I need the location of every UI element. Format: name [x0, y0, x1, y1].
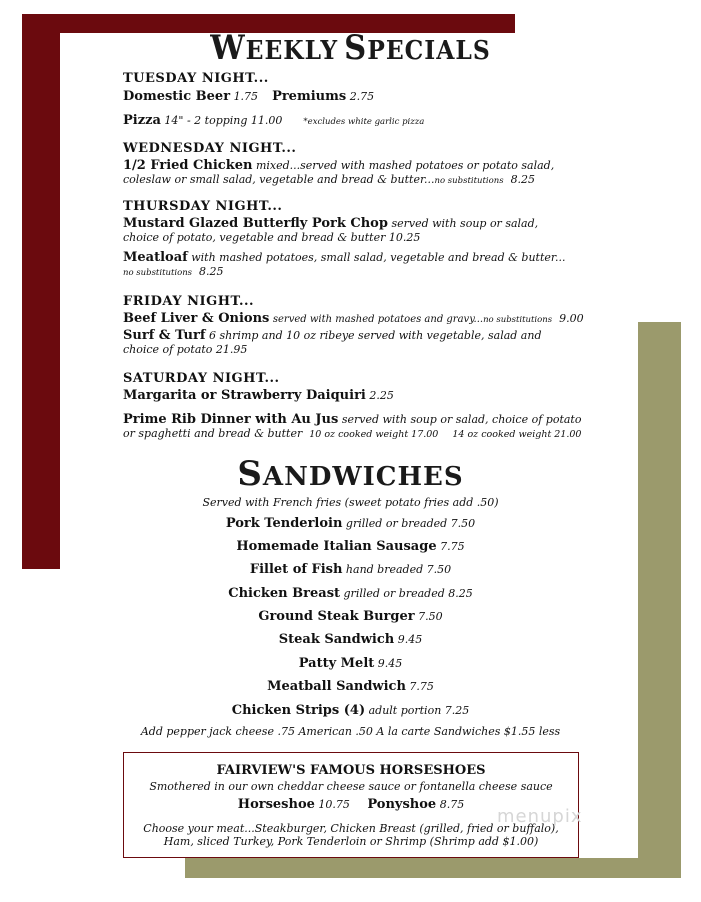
sandwich-desc: adult portion 7.25	[368, 704, 470, 717]
ponyshoe-label: Ponyshoe	[367, 797, 437, 812]
sandwich-desc: 7.50	[418, 610, 443, 623]
sandwich-name: Chicken Strips (4)	[231, 703, 366, 718]
sandwiches-intro: Served with French fries (sweet potato fries add .50)	[202, 496, 499, 509]
surf-turf-label: Surf & Turf	[123, 328, 206, 343]
beef-liver-desc: served with mashed potatoes and gravy...	[272, 314, 484, 325]
meatloaf-desc: with mashed potatoes, small salad, vegetable and bread & butter...	[191, 251, 566, 264]
sandwich-desc: 9.45	[397, 633, 423, 646]
sandwich-desc: 7.75	[440, 540, 465, 553]
sandwich-name: Homemade Italian Sausage	[236, 539, 437, 554]
margarita-label: Margarita or Strawberry Daiquiri	[123, 388, 366, 403]
prime-rib-price-10oz: 10 oz cooked weight 17.00	[309, 429, 439, 440]
sandwich-desc: grilled or breaded 7.50	[345, 517, 476, 530]
friday-section	[123, 295, 603, 357]
prime-rib-price-14oz: 14 oz cooked weight 21.00	[452, 429, 582, 440]
sandwich-item	[0, 516, 701, 531]
sandwich-desc: 7.75	[409, 680, 434, 693]
sandwich-name: Pork Tenderloin	[225, 516, 343, 531]
sandwich-item	[0, 656, 701, 671]
menupix-watermark: menupix	[497, 806, 583, 827]
sandwich-item	[0, 703, 701, 718]
beef-liver-price: 9.00	[559, 312, 584, 325]
sandwich-item	[0, 586, 701, 601]
pizza-note: *excludes white garlic pizza	[303, 117, 425, 127]
sandwich-desc: grilled or breaded 8.25	[343, 587, 473, 600]
sandwich-item	[0, 539, 701, 554]
prime-rib-label: Prime Rib Dinner with Au Jus	[123, 412, 339, 427]
sandwich-addons: Add pepper jack cheese .75 American .50 A la carte Sandwiches $1.55 less	[140, 725, 561, 738]
beef-liver-note: no substitutions	[483, 315, 553, 325]
sandwich-name: Fillet of Fish	[249, 562, 343, 577]
horseshoes-meat2: Ham, sliced Turkey, Pork Tenderloin or Shrimp (Shrimp add $1.00)	[163, 835, 539, 848]
horseshoes-box	[123, 752, 579, 858]
fried-chicken-note: no substitutions	[434, 176, 504, 186]
horseshoe-label: Horseshoe	[237, 797, 315, 812]
saturday-heading: SATURDAY NIGHT...	[123, 371, 280, 386]
meatloaf-label: Meatloaf	[123, 250, 188, 265]
pork-chop-label: Mustard Glazed Butterfly Pork Chop	[123, 216, 388, 231]
wednesday-heading: WEDNESDAY NIGHT...	[123, 141, 297, 156]
sandwich-item	[0, 632, 701, 647]
fried-chicken-desc2: coleslaw or small salad, vegetable and bread & butter...	[123, 173, 435, 186]
thursday-heading: THURSDAY NIGHT...	[123, 199, 283, 214]
sandwich-name: Meatball Sandwich	[267, 679, 406, 694]
pork-chop-desc: served with soup or salad,	[391, 217, 539, 230]
tuesday-heading: TUESDAY NIGHT...	[123, 71, 269, 86]
friday-heading: FRIDAY NIGHT...	[123, 294, 255, 309]
premiums-price: 2.75	[349, 90, 375, 103]
fried-chicken-price: 8.25	[510, 173, 536, 186]
sandwich-item	[0, 609, 701, 624]
wednesday-section	[123, 142, 603, 188]
sandwich-name: Patty Melt	[298, 656, 375, 671]
pizza-desc: 14" - 2 topping 11.00	[164, 114, 283, 127]
horseshoes-meat1: Choose your meat...Steakburger, Chicken Breast (grilled, fried or buffalo),	[143, 822, 559, 835]
sandwich-desc: hand breaded 7.50	[345, 563, 452, 576]
pork-chop-desc2: choice of potato, vegetable and bread & butter 10.25	[123, 231, 421, 244]
surf-turf-desc2: choice of potato 21.95	[123, 343, 248, 356]
tuesday-section	[123, 72, 603, 129]
horseshoe-price: 10.75	[318, 798, 350, 811]
margarita-price: 2.25	[369, 389, 394, 402]
weekly-specials-title: WEEKLY SPECIALS	[210, 28, 491, 68]
horseshoes-subtitle: Smothered in our own cheddar cheese sauce or fontanella cheese sauce	[149, 780, 553, 793]
sandwich-item	[0, 562, 701, 577]
sandwich-name: Ground Steak Burger	[258, 609, 415, 624]
surf-turf-desc: 6 shrimp and 10 oz ribeye served with vegetable, salad and	[208, 329, 542, 342]
prime-rib-desc: served with soup or salad, choice of potato	[341, 413, 582, 426]
sandwich-desc: 9.45	[377, 657, 403, 670]
sandwich-item	[0, 679, 701, 694]
horseshoes-title: FAIRVIEW'S FAMOUS HORSESHOES	[216, 763, 486, 778]
beef-liver-label: Beef Liver & Onions	[123, 311, 270, 326]
meatloaf-note: no substitutions	[123, 268, 193, 278]
domestic-beer-label: Domestic Beer	[123, 89, 231, 104]
thursday-section	[123, 200, 603, 280]
prime-rib-desc2: or spaghetti and bread & butter	[123, 427, 303, 440]
sandwiches-title: SANDWICHES	[237, 454, 464, 494]
ponyshoe-price: 8.75	[439, 798, 465, 811]
pizza-label: Pizza	[123, 113, 161, 128]
premiums-label: Premiums	[272, 89, 347, 104]
saturday-section	[123, 372, 603, 442]
sandwich-name: Chicken Breast	[228, 586, 341, 601]
fried-chicken-desc: mixed...served with mashed potatoes or potato salad,	[255, 159, 555, 172]
sandwich-name: Steak Sandwich	[278, 632, 395, 647]
meatloaf-price: 8.25	[199, 265, 224, 278]
fried-chicken-label: 1/2 Fried Chicken	[123, 158, 253, 173]
domestic-beer-price: 1.75	[233, 90, 259, 103]
